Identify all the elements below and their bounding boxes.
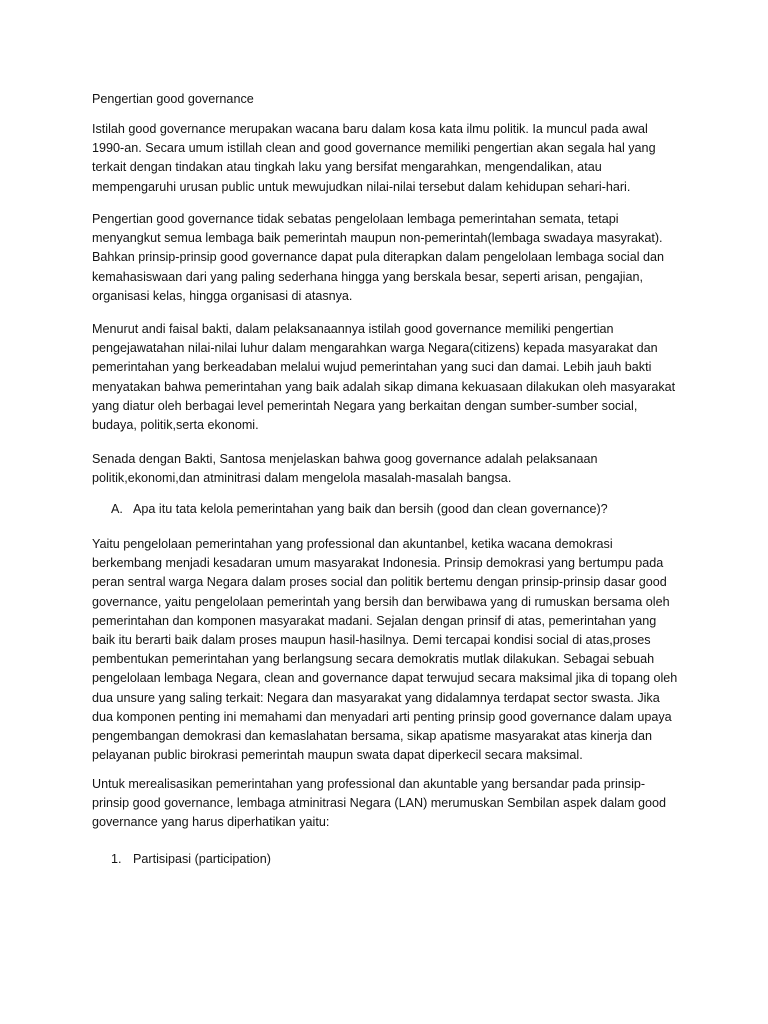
document-title (92, 90, 692, 109)
paragraph-line: governance, yaitu pengelolaan pemerintah yang bersih dan berwibawa yang di rumuskan bersama oleh (92, 594, 670, 609)
paragraph-line: mempengaruhi urusan public untuk mewujudkan nilai-nilai tersebut dalam kehidupan sehari-hari. (92, 179, 631, 194)
paragraph-line: budaya, politik,serta ekonomi. (92, 418, 259, 433)
paragraph-line: Untuk merealisasikan pemerintahan yang professional dan akuntable yang bersandar pada prinsip- (92, 777, 646, 791)
paragraph-5 (92, 535, 692, 765)
paragraph-line: dua unsure yang saling terkait: Negara dan masyarakat yang didalamnya terdapat sector swasta. Jika (92, 690, 660, 705)
paragraph-line: pengelolaan lembaga Negara, clean and governance dapat terwujud secara maksimal jika di topang oleh (92, 671, 678, 686)
paragraph-line: peran sentral warga Negara dalam proses social dan politik bertemu dengan prinsip-prinsip dasar good (92, 575, 667, 590)
paragraph-line: Yaitu pengelolaan pemerintahan yang professional dan akuntanbel, ketika wacana demokrasi (92, 537, 613, 551)
paragraph-line: governance yang harus diperhatikan yaitu: (92, 815, 330, 830)
paragraph-line: pengejawatahan nilai-nilai luhur dalam mengarahkan warga Negara(citizens) kepada masyarakat dan (92, 341, 658, 356)
list-item-a-line (111, 500, 711, 519)
paragraph-line: Menurut andi faisal bakti, dalam pelaksanaannya istilah good governance memiliki pengertian (92, 322, 614, 336)
title-text: Pengertian good governance (92, 92, 254, 106)
list-item-1-line (111, 850, 711, 869)
paragraph-6 (92, 775, 692, 833)
paragraph-4 (92, 450, 692, 488)
list-marker-a: A. (111, 502, 123, 516)
paragraph-line: organisasi kelas, hingga organisasi di atasnya. (92, 288, 353, 303)
paragraph-line: pemerintahan yang berkeadaban melalui wujud pemerintahan yang suci dan damai. Lebih jauh bakti (92, 360, 652, 375)
paragraph-line: pemerintahan dan komponen masyarakat madani. Sejalan dengan prinsif di atas, pemerintahan yang (92, 613, 657, 628)
list-marker-1: 1. (111, 852, 122, 866)
paragraph-line: terkait dengan tindakan atau tingkah laku yang bersifat mengarahkan, mengendalikan, atau (92, 160, 602, 175)
paragraph-1 (92, 120, 692, 197)
paragraph-line: menyatakan bahwa pemerintahan yang baik adalah sikap dimana kekuasaan dilakukan oleh masyarakat (92, 379, 676, 394)
list-item-a (111, 500, 711, 519)
paragraph-line: berkembang menjadi kesadaran umum masyarakat Indonesia. Prinsip demokrasi yang bertumpu pada (92, 556, 664, 571)
paragraph-line: pembentukan pemerintahan yang berlangsung secara demokratis mutlak dilakukan. Sebagai sebuah (92, 652, 655, 667)
paragraph-2 (92, 210, 692, 306)
paragraph-line: menyangkut semua lembaga baik pemerintah maupun non-pemerintah(lembaga swadaya masyrakat). (92, 231, 663, 246)
paragraph-line: Bahkan prinsip-prinsip good governance dapat pula diterapkan dalam pengelolaan lembaga social dan (92, 250, 665, 265)
paragraph-line: baik itu berarti baik dalam proses maupun hasil-hasilnya. Demi tercapai kondisi social di atas,proses (92, 633, 651, 648)
paragraph-3 (92, 320, 692, 435)
list-item-a-text: Apa itu tata kelola pemerintahan yang baik dan bersih (good dan clean governance)? (133, 502, 608, 516)
list-item-1-text: Partisipasi (participation) (133, 852, 271, 866)
paragraph-line: Pengertian good governance tidak sebatas pengelolaan lembaga pemerintahan semata, tetapi (92, 212, 619, 226)
paragraph-line: yang diatur oleh berbagai level pemerintah Negara yang berkaitan dengan sumber-sumber social, (92, 398, 638, 413)
paragraph-line: politik,ekonomi,dan atminitrasi dalam mengelola masalah-masalah bangsa. (92, 471, 512, 486)
paragraph-line: prinsip good governance, lembaga atminitrasi Negara (LAN) merumuskan Sembilan aspek dalam good (92, 796, 667, 811)
paragraph-line: kemahasiswaan dari yang paling sederhana hingga yang berskala besar, seperti arisan, pengajian, (92, 269, 643, 284)
paragraph-line: dua komponen penting ini memahami dan menyadari arti penting prinsip good governance dalam upaya (92, 709, 672, 724)
paragraph-line: pengembangan demokrasi dan kemaslahatan bersama, sikap apatisme masyarakat atas kinerja dan (92, 729, 653, 744)
paragraph-line: 1990-an. Secara umum istillah clean and good governance memiliki pengertian akan segala hal yang (92, 141, 656, 156)
paragraph-line: pelayanan public birokrasi pemerintah maupun swata dapat diperkecil secara maksimal. (92, 748, 583, 763)
paragraph-line: Istilah good governance merupakan wacana baru dalam kosa kata ilmu politik. Ia muncul pada awal (92, 122, 648, 136)
list-item-1 (111, 850, 711, 869)
paragraph-line: Senada dengan Bakti, Santosa menjelaskan bahwa goog governance adalah pelaksanaan (92, 452, 598, 466)
